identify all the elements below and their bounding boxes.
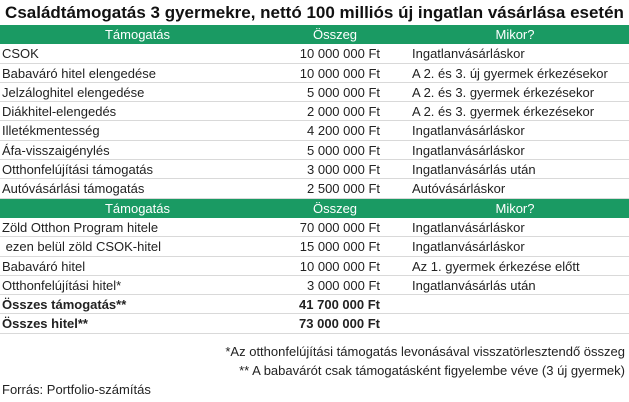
col-header-tamogatas: Támogatás	[104, 27, 171, 42]
total-label: Összes hitel**	[2, 316, 88, 332]
col-header-tamogatas: Támogatás	[104, 200, 171, 216]
row-amount: 3 000 000 Ft	[307, 277, 380, 293]
table-row	[0, 102, 629, 121]
row-label: Zöld Otthon Program hitele	[2, 219, 159, 235]
row-when: Ingatlanvásárláskor	[412, 46, 525, 62]
table-row	[0, 179, 629, 198]
table-row	[0, 64, 629, 83]
table-row	[0, 276, 629, 295]
col-header-mikor: Mikor?	[495, 200, 535, 216]
col-header-osszeg: Összeg	[312, 200, 358, 216]
section1-header-row	[0, 25, 629, 44]
row-amount: 5 000 000 Ft	[307, 84, 380, 100]
table-row	[0, 141, 629, 160]
row-when: Autóvásárláskor	[412, 181, 506, 197]
row-when: Az 1. gyermek érkezése előtt	[412, 258, 580, 274]
row-when: Ingatlanvásárlás után	[412, 277, 536, 293]
row-amount: 3 000 000 Ft	[307, 162, 380, 178]
row-when: A 2. és 3. új gyermek érkezésekor	[412, 65, 608, 81]
table-row	[0, 160, 629, 179]
row-when: Ingatlanvásárláskor	[412, 219, 525, 235]
row-label: Diákhitel-elengedés	[2, 104, 117, 120]
table-row	[0, 121, 629, 140]
total-support-row	[0, 295, 629, 314]
row-when: Ingatlanvásárlás után	[412, 162, 536, 178]
table-row	[0, 83, 629, 102]
total-label: Összes támogatás**	[2, 297, 127, 313]
section2-header-row	[0, 199, 629, 218]
row-label: Babaváró hitel elengedése	[2, 65, 156, 81]
row-when: Ingatlanvásárláskor	[412, 142, 525, 158]
row-label: ezen belül zöld CSOK-hitel	[2, 239, 161, 255]
row-when: A 2. és 3. gyermek érkezésekor	[412, 84, 595, 100]
table-row	[0, 44, 629, 63]
col-header-mikor: Mikor?	[495, 27, 535, 42]
row-label: Otthonfelújítási támogatás	[2, 162, 154, 178]
row-label: CSOK	[2, 46, 39, 62]
col-header-osszeg: Összeg	[312, 27, 358, 42]
row-when: Ingatlanvásárláskor	[412, 239, 525, 255]
row-amount: 10 000 000 Ft	[299, 258, 380, 274]
footnotes	[0, 342, 629, 380]
row-amount: 2 500 000 Ft	[307, 181, 380, 197]
table-title: Családtámogatás 3 gyermekre, nettó 100 milliós új ingatlan vásárlása esetén	[5, 3, 624, 22]
table-row	[0, 237, 629, 256]
support-table	[0, 25, 629, 334]
table-row	[0, 257, 629, 276]
total-loan-row	[0, 314, 629, 333]
row-label: Jelzáloghitel elengedése	[2, 84, 145, 100]
row-amount: 15 000 000 Ft	[299, 239, 380, 255]
footnote-1: *Az otthonfelújítási támogatás levonásával visszatörlesztendő összeg	[225, 344, 625, 359]
row-label: Áfa-visszaigénylés	[2, 142, 110, 158]
row-when: Ingatlanvásárláskor	[412, 123, 525, 139]
row-when: A 2. és 3. gyermek érkezésekor	[412, 104, 595, 120]
row-amount: 70 000 000 Ft	[299, 219, 380, 235]
row-label: Illetékmentesség	[2, 123, 100, 139]
table-row	[0, 218, 629, 237]
source-note: Forrás: Portfolio-számítás	[2, 382, 151, 397]
row-amount: 2 000 000 Ft	[307, 104, 380, 120]
row-label: Autóvásárlási támogatás	[2, 181, 145, 197]
row-amount: 4 200 000 Ft	[307, 123, 380, 139]
footnote-2: ** A babavárót csak támogatásként figyelembe véve (3 új gyermek)	[239, 363, 625, 378]
row-label: Otthonfelújítási hitel*	[2, 277, 122, 293]
row-label: Babaváró hitel	[2, 258, 86, 274]
row-amount: 5 000 000 Ft	[307, 142, 380, 158]
total-amount: 73 000 000 Ft	[299, 316, 380, 332]
row-amount: 10 000 000 Ft	[299, 46, 380, 62]
total-amount: 41 700 000 Ft	[299, 297, 380, 313]
row-amount: 10 000 000 Ft	[299, 65, 380, 81]
